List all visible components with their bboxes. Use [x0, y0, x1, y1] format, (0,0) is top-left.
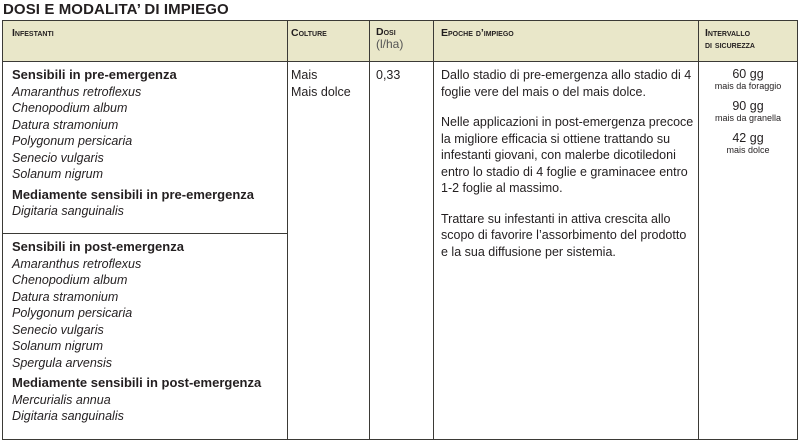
- species-item: Amaranthus retroflexus: [12, 84, 142, 99]
- post-sensibili-title: Sensibili in post-emergenza: [12, 239, 184, 254]
- header-intervallo-line2: di sicurezza: [705, 39, 755, 51]
- coltura-item: Mais dolce: [291, 84, 351, 99]
- intervallo-label: mais dolce: [726, 145, 770, 155]
- header-infestanti: Infestanti: [12, 27, 54, 39]
- intervallo-item: [699, 99, 797, 124]
- species-item: Digitaria sanguinalis: [12, 204, 124, 218]
- pre-sensibili-title: Sensibili in pre-emergenza: [12, 67, 177, 82]
- header-dosi-label: Dosi: [376, 26, 396, 38]
- intervallo-cell: [699, 67, 797, 156]
- epoche-cell: [441, 67, 695, 274]
- species-item: Spergula arvensis: [12, 355, 113, 370]
- species-item: Polygonum persicaria: [12, 306, 133, 320]
- epoche-paragraph: Dallo stadio di pre-emergenza allo stadio di 4 foglie vere del mais o del mais dolce.: [441, 68, 692, 99]
- header-epoche: Epoche d’impiego: [441, 27, 514, 39]
- column-divider: [433, 21, 434, 439]
- species-item: Amaranthus retroflexus: [12, 256, 142, 271]
- species-item: Solanum nigrum: [12, 339, 104, 353]
- section-title: DOSI E MODALITA’ DI IMPIEGO: [3, 1, 229, 18]
- intervallo-label: mais da granella: [714, 113, 782, 123]
- dosage-table: [2, 20, 798, 440]
- post-mediamente-title: Mediamente sensibili in post-emergenza: [12, 375, 262, 390]
- intervallo-value: 90 gg: [732, 99, 764, 113]
- species-item: Senecio vulgaris: [12, 150, 104, 165]
- species-item: Chenopodium album: [12, 273, 128, 287]
- header-intervallo: [705, 27, 755, 51]
- pre-mediamente-title: Mediamente sensibili in pre-emergenza: [12, 186, 255, 202]
- colture-cell: [291, 67, 351, 100]
- species-item: Solanum nigrum: [12, 167, 104, 181]
- species-item: Polygonum persicaria: [12, 134, 133, 148]
- row-divider: [3, 233, 287, 234]
- coltura-item: Mais: [291, 68, 318, 82]
- dosi-cell: 0,33: [376, 68, 401, 82]
- header-dosi: [376, 26, 403, 50]
- species-item: Datura stramonium: [12, 117, 119, 132]
- intervallo-value: 42 gg: [732, 131, 764, 145]
- column-divider: [369, 21, 370, 439]
- epoche-paragraph: Nelle applicazioni in post-emergenza precoce la migliore efficacia si ottiene trattando su infestanti giovani, con malerbe dicotiledoni entro lo stadio di 4 foglie e graminacee entro 1-2 foglie al massimo.: [441, 115, 694, 195]
- header-intervallo-line1: Intervallo: [705, 27, 751, 39]
- intervallo-label: mais da foraggio: [714, 81, 782, 91]
- species-item: Mercurialis annua: [12, 392, 111, 407]
- header-dosi-unit: (l/ha): [376, 37, 404, 51]
- epoche-paragraph: Trattare su infestanti in attiva crescita allo scopo di favorire l’assorbimento del prodotto e la sua diffusione per sistemia.: [441, 211, 687, 259]
- intervallo-item: [699, 131, 797, 156]
- intervallo-item: [699, 67, 797, 92]
- species-item: Chenopodium album: [12, 101, 128, 115]
- species-item: Digitaria sanguinalis: [12, 409, 124, 423]
- header-colture: Colture: [291, 27, 327, 39]
- pre-emergenza-block: [12, 67, 284, 220]
- species-item: Senecio vulgaris: [12, 322, 104, 337]
- intervallo-value: 60 gg: [732, 67, 764, 81]
- column-divider: [287, 21, 288, 439]
- post-emergenza-block: [12, 239, 284, 425]
- species-item: Datura stramonium: [12, 289, 119, 304]
